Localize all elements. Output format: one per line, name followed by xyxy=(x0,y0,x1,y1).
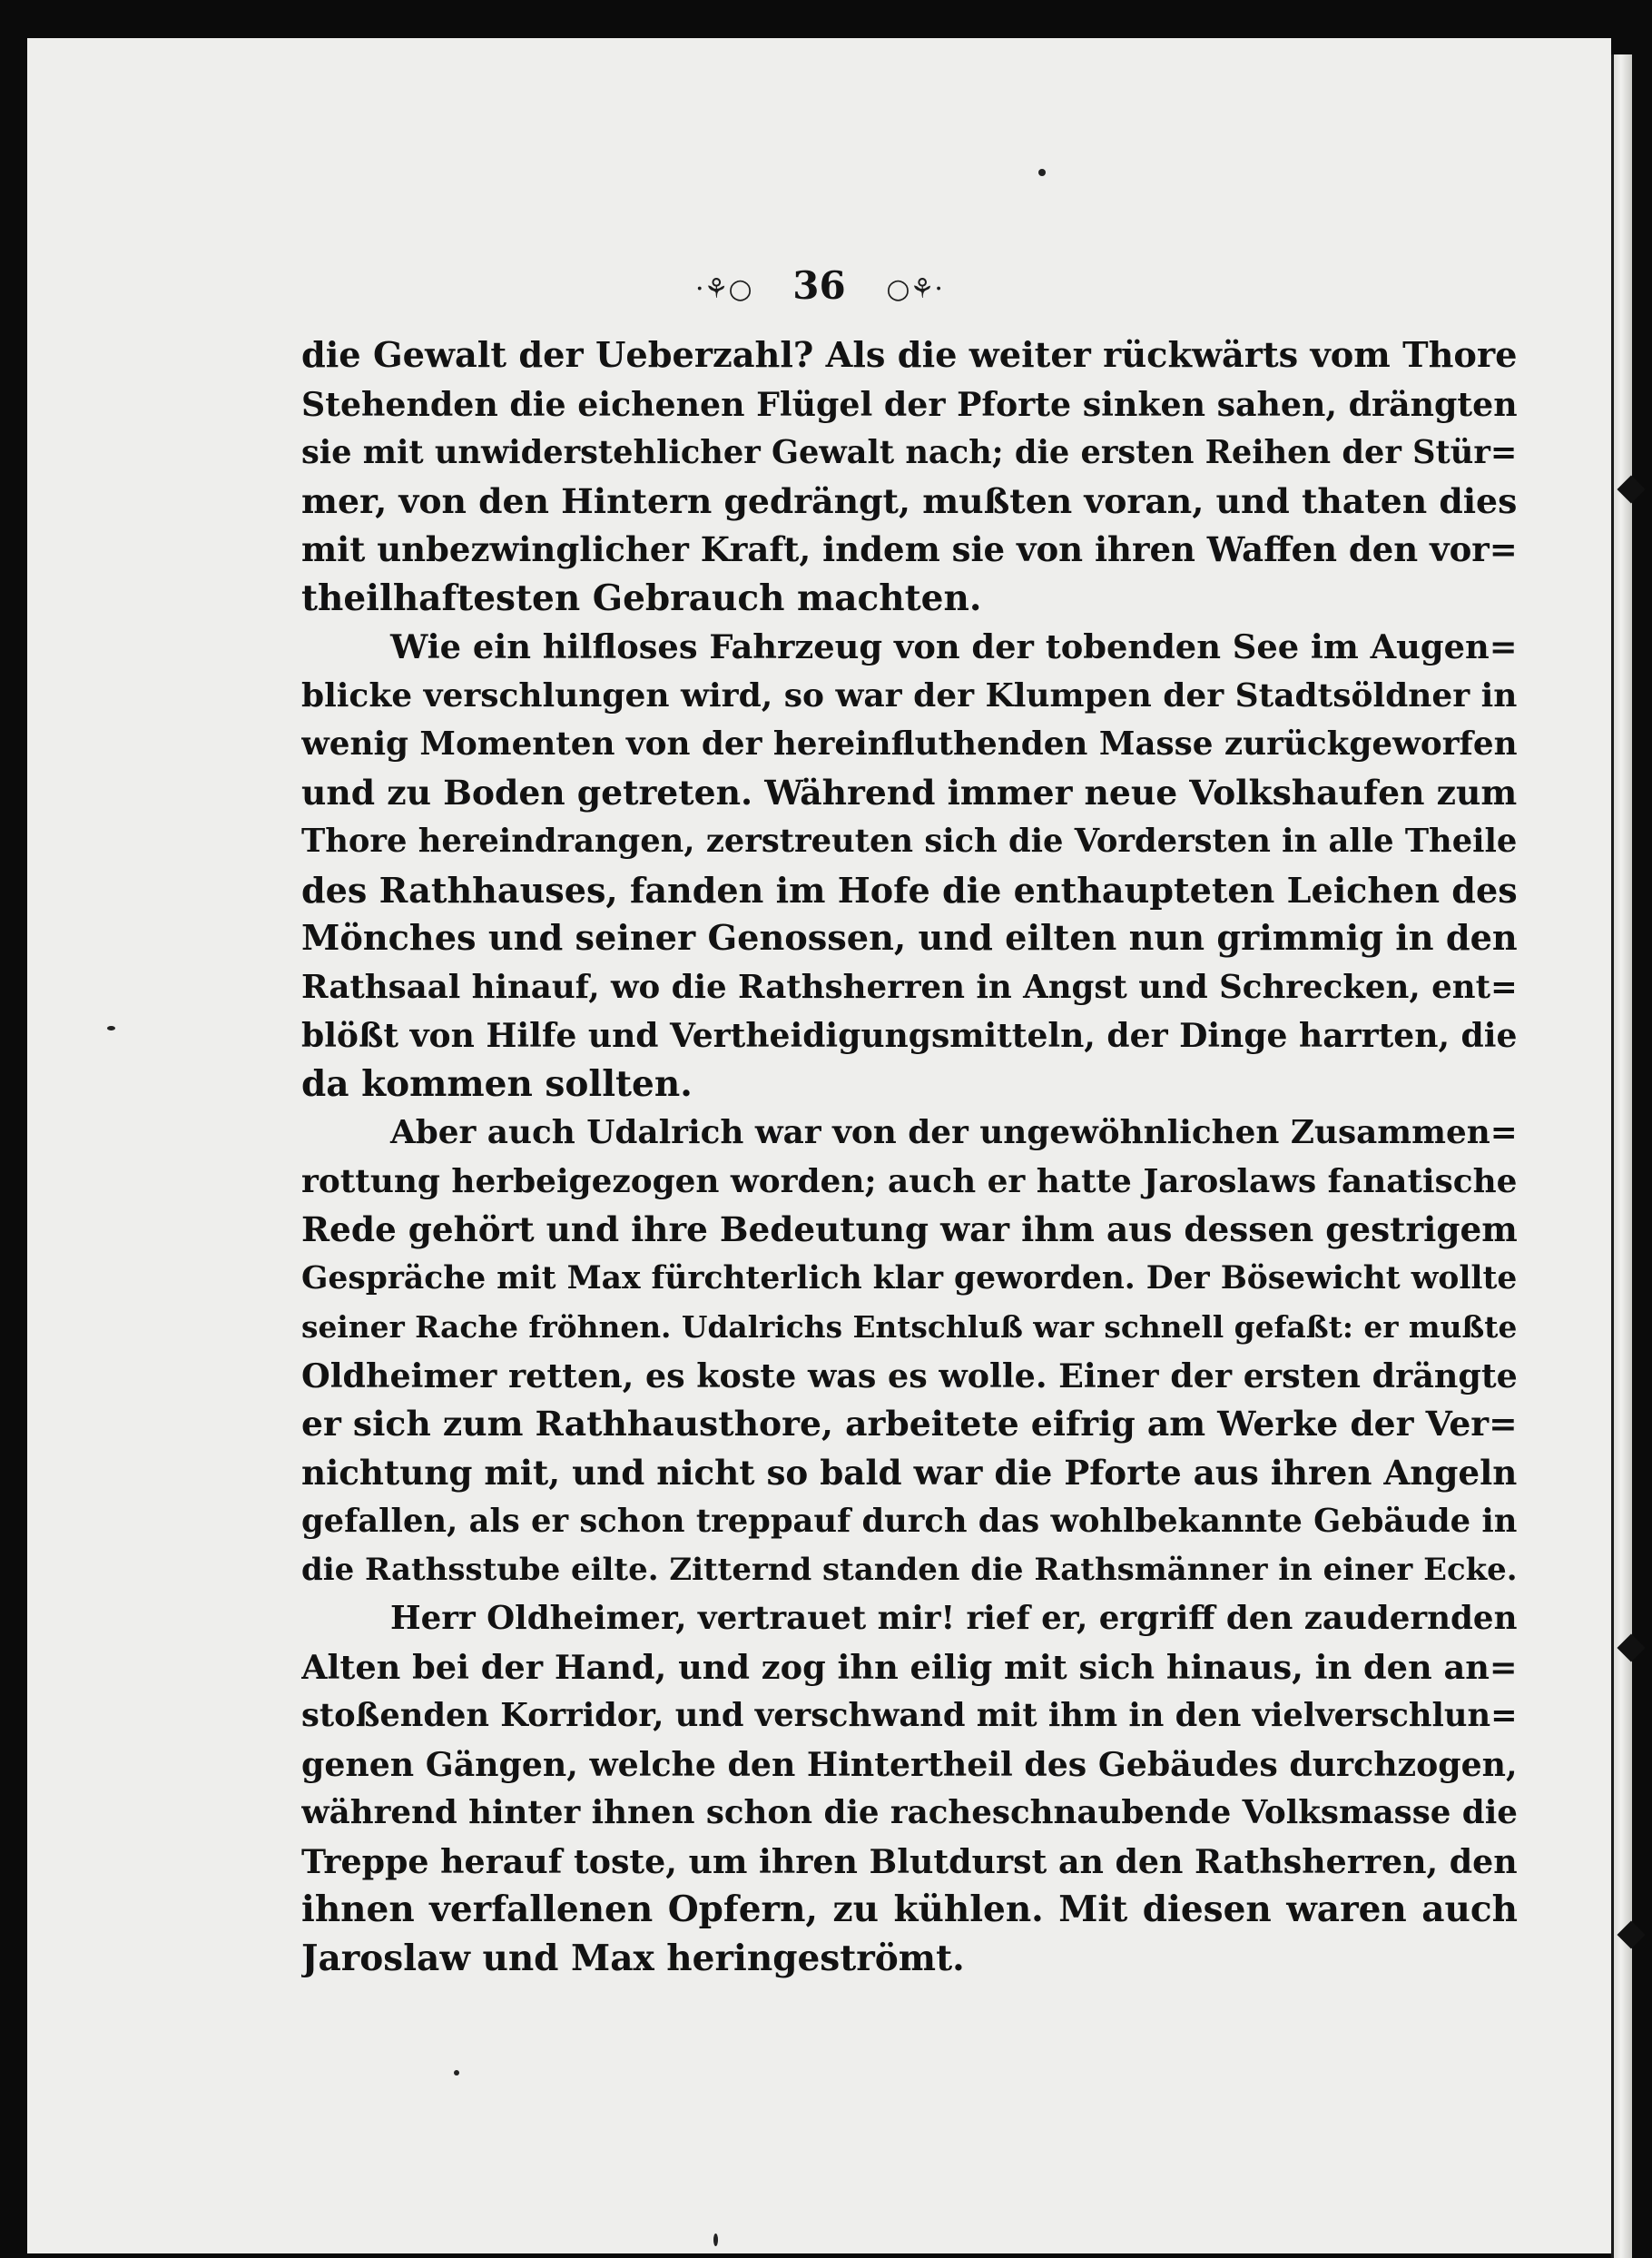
text-line: rottung herbeigezogen worden; auch er hatte Jaroslaws fanatische xyxy=(301,1161,1518,1200)
text-line: Stehenden die eichenen Flügel der Pforte sinken sahen, drängten xyxy=(301,384,1518,424)
text-line: ihnen verfallenen Opfern, zu kühlen. Mit diesen waren auch xyxy=(301,1888,1518,1930)
text-line: blicke verschlungen wird, so war der Klumpen der Stadtsöldner in xyxy=(301,675,1518,715)
text-line: während hinter ihnen schon die racheschnaubende Volksmasse die xyxy=(301,1794,1518,1831)
text-line: genen Gängen, welche den Hintertheil des Gebäudes durchzogen, xyxy=(301,1744,1518,1784)
text-line: die Gewalt der Ueberzahl? Als die weiter rückwärts vom Thore xyxy=(301,335,1518,376)
page-number: 36 xyxy=(792,263,846,308)
text-line: sie mit unwiderstehlicher Gewalt nach; die ersten Reihen der Stür= xyxy=(301,434,1518,471)
ink-speck xyxy=(454,2070,459,2076)
book-page xyxy=(27,38,1611,2253)
text-line: Herr Oldheimer, vertrauet mir! rief er, ergriff den zaudernden xyxy=(390,1600,1518,1637)
text-line: und zu Boden getreten. Während immer neue Volkshaufen zum xyxy=(301,772,1518,813)
text-line: gefallen, als er schon treppauf durch das wohlbekannte Gebäude in xyxy=(301,1503,1518,1540)
text-line: wenig Momenten von der hereinfluthenden Masse zurückgeworfen xyxy=(301,725,1518,763)
text-line: seiner Rache fröhnen. Udalrichs Entschluß war schnell gefaßt: er mußte xyxy=(301,1309,1518,1345)
text-line: Treppe herauf toste, um ihren Blutdurst an den Rathsherren, den xyxy=(301,1841,1518,1881)
text-line: Alten bei der Hand, und zog ihn eilig mit sich hinaus, in den an= xyxy=(301,1647,1518,1687)
text-line: Oldheimer retten, es koste was es wolle. Einer der ersten drängte xyxy=(301,1356,1518,1395)
body-text xyxy=(301,331,1518,1983)
right-ornament-icon: ○⚘· xyxy=(886,272,943,305)
text-line: stoßenden Korridor, und verschwand mit ihm in den vielverschlun= xyxy=(301,1697,1518,1734)
text-line: Rathsaal hinauf, wo die Rathsherren in Angst und Schrecken, ent= xyxy=(301,968,1518,1006)
text-line: Jaroslaw und Max heringeströmt. xyxy=(301,1937,965,1979)
ink-speck xyxy=(713,2233,718,2246)
ink-speck xyxy=(107,1026,115,1030)
text-line: blößt von Hilfe und Vertheidigungsmitteln, der Dinge harrten, die xyxy=(301,1016,1518,1055)
text-line: des Rathhauses, fanden im Hofe die enthaupteten Leichen des xyxy=(301,869,1518,911)
text-line: Thore hereindrangen, zerstreuten sich die Vordersten in alle Theile xyxy=(301,823,1518,860)
left-ornament-icon: ·⚘○ xyxy=(695,272,752,305)
text-line: die Rathsstube eilte. Zitternd standen die Rathsmänner in einer Ecke. xyxy=(301,1551,1518,1588)
page-header xyxy=(27,263,1611,308)
text-line: Wie ein hilfloses Fahrzeug von der tobenden See im Augen= xyxy=(390,626,1518,666)
text-line: mit unbezwinglicher Kraft, indem sie von ihren Waffen den vor= xyxy=(301,529,1518,569)
ink-speck xyxy=(1038,169,1046,176)
text-line: Aber auch Udalrich war von der ungewöhnlichen Zusammen= xyxy=(390,1113,1518,1151)
text-line: nichtung mit, und nicht so bald war die Pforte aus ihren Angeln xyxy=(301,1452,1518,1493)
text-line: Gespräche mit Max fürchterlich klar geworden. Der Bösewicht wollte xyxy=(301,1259,1518,1297)
text-line: Rede gehört und ihre Bedeutung war ihm aus dessen gestrigem xyxy=(301,1209,1518,1249)
text-line: da kommen sollten. xyxy=(301,1062,693,1105)
text-line: mer, von den Hintern gedrängt, mußten voran, und thaten dies xyxy=(301,480,1518,521)
text-line: theilhaftesten Gebrauch machten. xyxy=(301,577,982,619)
text-line: Mönches und seiner Genossen, und eilten nun grimmig in den xyxy=(301,918,1518,959)
text-line: er sich zum Rathhausthore, arbeitete eifrig am Werke der Ver= xyxy=(301,1404,1518,1444)
